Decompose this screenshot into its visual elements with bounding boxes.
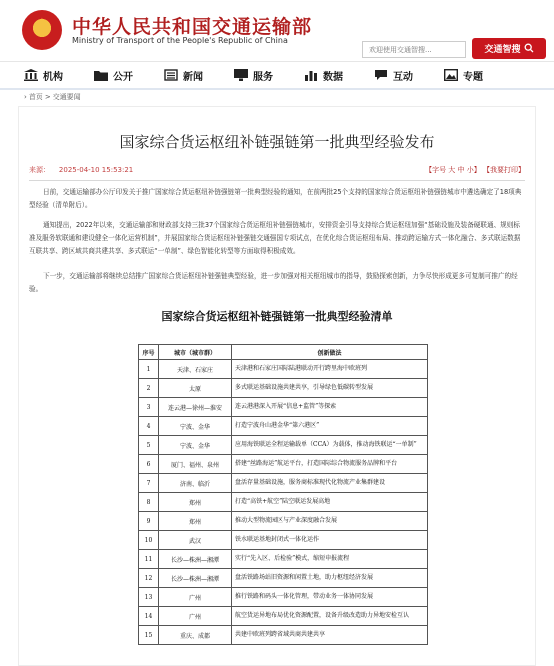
row-number: 12 — [139, 569, 159, 588]
nav-item-news[interactable] — [164, 68, 234, 83]
nav-item-public[interactable] — [94, 68, 164, 83]
article-paragraph: 日前，交通运输部办公厅印发关于推广国家综合货运枢纽补链强链第一批典型经验的通知，在前两批25个支持的国家综合货运枢纽补链强链城市中遴选确定了18项典型经验（清单附后）。 — [29, 188, 522, 209]
column-header: 城市（城市群） — [159, 345, 232, 360]
row-practice: 实行“先入区、后检验”模式，缩短申报流程 — [232, 550, 428, 569]
table-row — [139, 550, 428, 569]
smart-search-label: 交通智搜 — [484, 44, 521, 54]
row-practice: 搭建“丝路海运”航运平台，打造国际综合物流服务品牌和平台 — [232, 455, 428, 474]
table-row — [139, 569, 428, 588]
publish-date: 2025-04-10 15:53:21 — [58, 166, 134, 174]
row-city: 重庆、成都 — [159, 626, 232, 645]
row-city: 郑州 — [159, 493, 232, 512]
site-subtitle: Ministry of Transport of the People's Republic of China — [72, 36, 288, 45]
row-number: 8 — [139, 493, 159, 512]
row-number: 6 — [139, 455, 159, 474]
print-link[interactable]: 【我要打印】 — [483, 166, 525, 174]
row-number: 7 — [139, 474, 159, 493]
nav-item-institution[interactable] — [24, 68, 94, 83]
breadcrumb-home[interactable]: 首页 — [28, 93, 43, 101]
row-number: 1 — [139, 360, 159, 379]
table-row — [139, 607, 428, 626]
national-emblem-icon[interactable] — [22, 10, 62, 50]
row-practice: 航空货运异地布局优化资源配置，设备升级改造助力异地安检互认 — [232, 607, 428, 626]
row-practice: 连云港港深入开展“信息+监管”等探索 — [232, 398, 428, 417]
main-nav — [0, 62, 554, 90]
row-city: 天津、石家庄 — [159, 360, 232, 379]
row-number: 3 — [139, 398, 159, 417]
nav-item-topic[interactable] — [444, 68, 514, 83]
table-body — [139, 360, 428, 645]
row-number: 4 — [139, 417, 159, 436]
table-row — [139, 493, 428, 512]
nav-label: 机构 — [43, 71, 63, 83]
row-city: 宁波、金华 — [159, 417, 232, 436]
row-city: 长沙—株洲—湘潭 — [159, 550, 232, 569]
article-meta — [29, 165, 525, 179]
row-practice: 多式联运基础设施共建共享，引导绿色低碳转型发展 — [232, 379, 428, 398]
row-practice: 盘活存量基础设施，服务商标准现代化物流产业集群建设 — [232, 474, 428, 493]
nav-label: 互动 — [393, 71, 413, 83]
table-row — [139, 531, 428, 550]
site-title[interactable]: 中华人民共和国交通运输部 — [72, 16, 313, 38]
site-header — [0, 0, 554, 62]
row-practice: 打造宁波舟山港金华“第六港区” — [232, 417, 428, 436]
row-number: 2 — [139, 379, 159, 398]
article-title: 国家综合货运枢纽补链强链第一批典型经验发布 — [119, 133, 435, 151]
table-row — [139, 626, 428, 645]
folder-icon — [94, 69, 108, 81]
nav-label: 专题 — [463, 71, 483, 83]
row-number: 10 — [139, 531, 159, 550]
row-practice: 推行铁路和码头一体化管理，带动业务一体协同发展 — [232, 588, 428, 607]
institution-icon — [24, 69, 38, 81]
search-input[interactable] — [362, 41, 466, 58]
experience-list-title: 国家综合货运枢纽补链强链第一批典型经验清单 — [161, 310, 393, 323]
image-icon — [444, 69, 458, 81]
article-paragraph: 下一步，交通运输部将继续总结推广国家综合货运枢纽补链强链典型经验，进一步加强对相关枢纽城市的指导，鼓励探索创新，力争尽快形成更多可复制可推广的经验。 — [29, 272, 518, 293]
row-number: 11 — [139, 550, 159, 569]
article-source-date — [29, 165, 133, 179]
search-icon — [524, 43, 534, 55]
row-number: 5 — [139, 436, 159, 455]
row-number: 14 — [139, 607, 159, 626]
column-header: 序号 — [139, 345, 159, 360]
font-size-control[interactable]: 【字号 大 中 小】 — [425, 166, 481, 174]
monitor-icon — [234, 69, 248, 81]
row-practice: 天津港和石家庄国际陆港联动开行跨里海中欧班列 — [232, 360, 428, 379]
table-row — [139, 436, 428, 455]
nav-label: 新闻 — [183, 71, 203, 83]
experience-table — [138, 344, 428, 645]
row-city: 厦门、福州、泉州 — [159, 455, 232, 474]
row-city: 宁波、金华 — [159, 436, 232, 455]
column-header: 创新做法 — [232, 345, 428, 360]
row-city: 武汉 — [159, 531, 232, 550]
article-tools — [425, 165, 525, 179]
row-city: 广州 — [159, 607, 232, 626]
nav-item-data[interactable] — [304, 68, 374, 83]
row-number: 13 — [139, 588, 159, 607]
row-practice: 共建中欧班列跨省域共商共建共享 — [232, 626, 428, 645]
nav-label: 公开 — [113, 71, 133, 83]
table-row — [139, 588, 428, 607]
breadcrumb-arrow-icon: › — [24, 93, 27, 101]
row-number: 15 — [139, 626, 159, 645]
article-paragraph: 通知提出，2022年以来，交通运输部和财政部支持三批37个国家综合货运枢纽补链强链城市，安排资金引导支持综合货运枢纽加强“基础设施及装备硬联通、规则标准及服务软联通和建设健全一体化运营机制”，并展国家综合货运枢纽补链强链交通强国专项试点，在优化综合货运枢纽布局、推动跨运输方式一体化融合、多式联运数据互联共享、跨区域共商共建共享、多式联运“一单制”、绿色智能化转型等方面取得积极成效。 — [29, 221, 521, 255]
breadcrumb — [0, 90, 554, 104]
row-city: 广州 — [159, 588, 232, 607]
row-practice: 推动大型物流园区与产业深度融合发展 — [232, 512, 428, 531]
row-city: 济南、临沂 — [159, 474, 232, 493]
table-row — [139, 417, 428, 436]
table-row — [139, 512, 428, 531]
smart-search-button[interactable] — [472, 38, 546, 59]
nav-label: 服务 — [253, 71, 273, 83]
table-row — [139, 398, 428, 417]
table-header-row — [139, 345, 428, 360]
row-practice: 盘活铁路场站旧资源和闲置土地，助力枢纽经济发展 — [232, 569, 428, 588]
chat-icon — [374, 69, 388, 81]
row-practice: 应用海铁联运全程运输载单（CCA）为载体，推动海铁联运“一单制” — [232, 436, 428, 455]
row-number: 9 — [139, 512, 159, 531]
nav-item-service[interactable] — [234, 68, 304, 83]
nav-item-interact[interactable] — [374, 68, 444, 83]
table-row — [139, 455, 428, 474]
row-practice: 铁水联运基地封闭式一体化运作 — [232, 531, 428, 550]
row-city: 太原 — [159, 379, 232, 398]
table-row — [139, 360, 428, 379]
row-practice: 打造“高铁+航空”陆空联运发展高地 — [232, 493, 428, 512]
row-city: 郑州 — [159, 512, 232, 531]
bar-chart-icon — [304, 69, 318, 81]
nav-label: 数据 — [323, 71, 343, 83]
row-city: 长沙—株洲—湘潭 — [159, 569, 232, 588]
breadcrumb-current[interactable]: 交通要闻 — [52, 93, 81, 101]
source-label: 来源： — [29, 166, 50, 174]
news-icon — [164, 69, 178, 81]
breadcrumb-separator: > — [44, 93, 51, 101]
table-row — [139, 379, 428, 398]
row-city: 连云港—徐州—淮安 — [159, 398, 232, 417]
article-container — [18, 106, 536, 666]
table-row — [139, 474, 428, 493]
meta-divider — [29, 180, 525, 181]
